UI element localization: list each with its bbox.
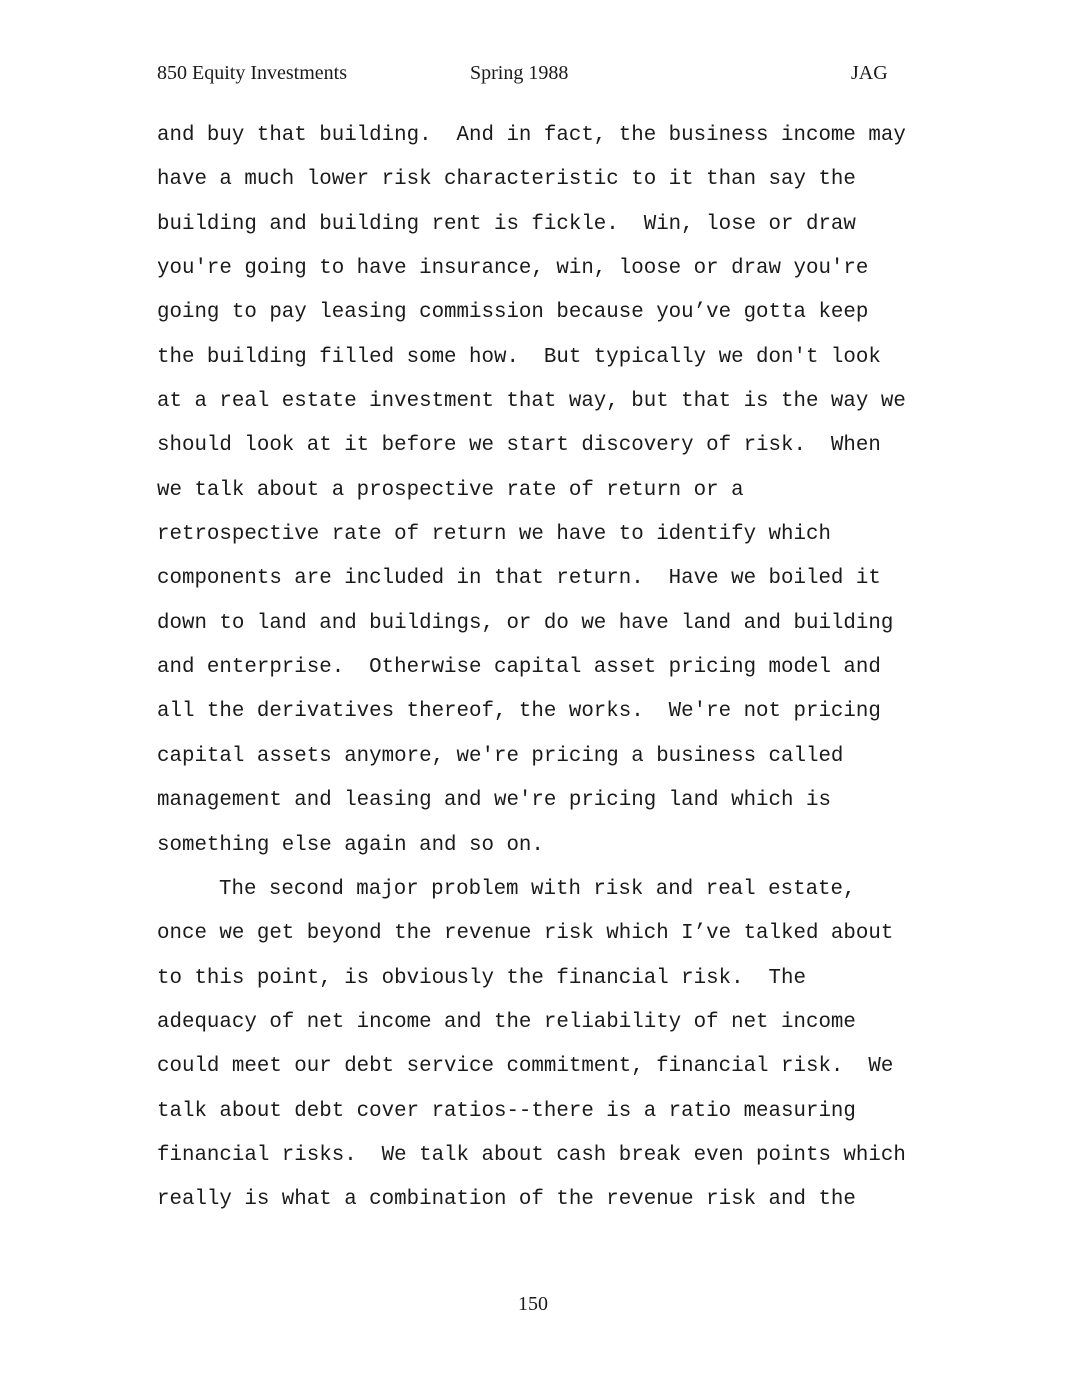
page-header — [0, 62, 1066, 90]
text-line: could meet our debt service commitment, financial risk. We — [157, 1055, 894, 1079]
text-line: building and building rent is fickle. Win, lose or draw — [157, 212, 856, 236]
transcript-body — [157, 114, 937, 1223]
text-line: components are included in that return. Have we boiled it — [157, 567, 881, 591]
text-line: once we get beyond the revenue risk which I’ve talked about — [157, 922, 894, 946]
header-initials: JAG — [851, 62, 888, 84]
text-line: should look at it before we start discovery of risk. When — [157, 434, 881, 458]
text-line: at a real estate investment that way, but that is the way we — [157, 390, 906, 414]
page-number: 150 — [518, 1293, 548, 1315]
text-line: talk about debt cover ratios--there is a ratio measuring — [157, 1099, 856, 1123]
text-line: really is what a combination of the revenue risk and the — [157, 1188, 856, 1212]
text-line: to this point, is obviously the financial risk. The — [157, 966, 806, 990]
text-line: retrospective rate of return we have to identify which — [157, 523, 831, 547]
header-course: 850 Equity Investments — [157, 62, 347, 84]
text-line: the building filled some how. But typically we don't look — [157, 345, 881, 369]
text-line: something else again and so on. — [157, 833, 544, 857]
header-term: Spring 1988 — [470, 62, 569, 84]
paragraph-first-line: The second major problem with risk and real estate, — [219, 877, 856, 901]
text-line: adequacy of net income and the reliability of net income — [157, 1010, 856, 1034]
text-line: and enterprise. Otherwise capital asset pricing model and — [157, 656, 881, 680]
text-line: you're going to have insurance, win, loose or draw you're — [157, 257, 869, 281]
text-line: capital assets anymore, we're pricing a business called — [157, 744, 844, 768]
text-line: financial risks. We talk about cash break even points which — [157, 1143, 906, 1167]
text-line: have a much lower risk characteristic to it than say the — [157, 168, 856, 192]
text-line: and buy that building. And in fact, the business income may — [157, 124, 906, 147]
text-line: down to land and buildings, or do we have land and building — [157, 611, 894, 635]
text-line: all the derivatives thereof, the works. We're not pricing — [157, 700, 881, 724]
text-line: going to pay leasing commission because you’ve gotta keep — [157, 301, 869, 325]
text-line: management and leasing and we're pricing land which is — [157, 789, 831, 813]
text-line: we talk about a prospective rate of return or a — [157, 478, 744, 502]
